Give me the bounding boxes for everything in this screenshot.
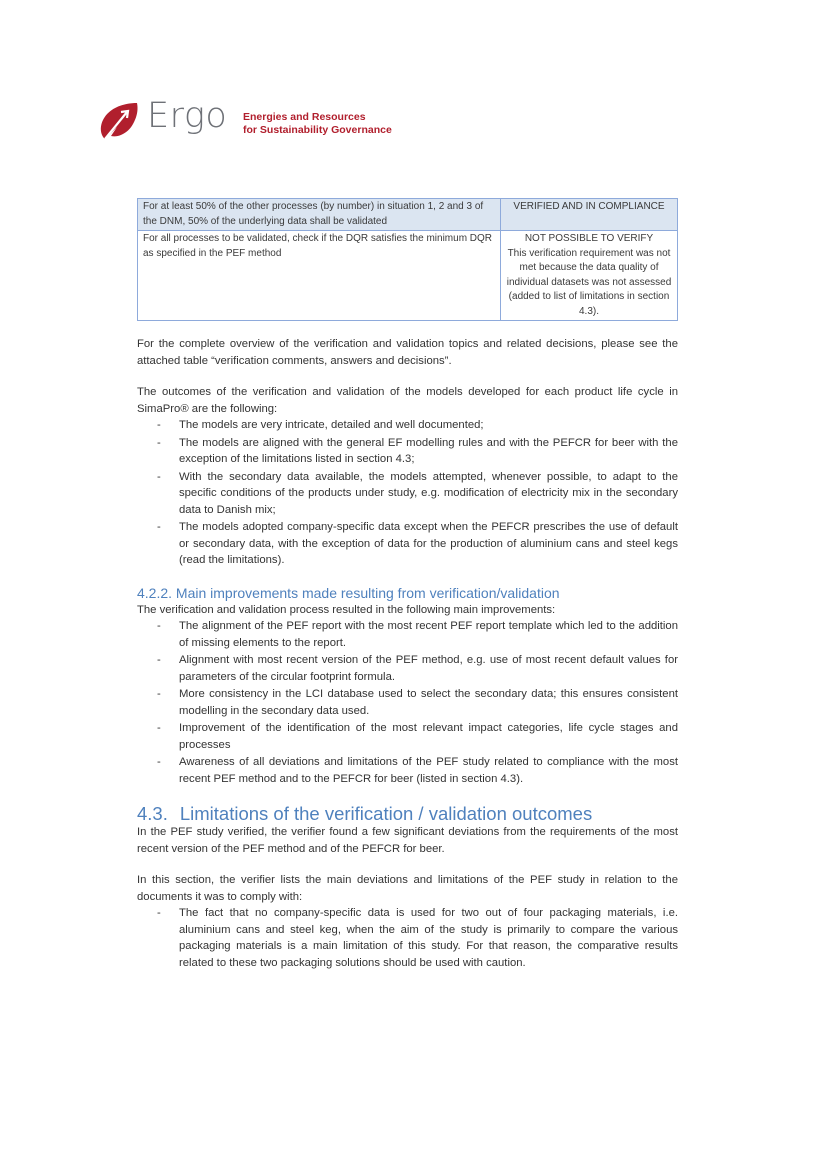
logo-wordmark: Ergo bbox=[147, 96, 228, 136]
list-item: - Alignment with most recent version of the PEF method, e.g. use of most recent default values for parameters of the circular footprint formula. bbox=[157, 654, 678, 683]
logo-tagline: Energies and Resources for Sustainability Governance bbox=[243, 111, 392, 136]
list-item: - With the secondary data available, the models attempted, whenever possible, to adapt to the specific conditions of the products under study, e.g. modification of electricity mix in the secondary data to Danish mix; bbox=[157, 470, 678, 516]
list-item: - The models are very intricate, detailed and well documented; bbox=[157, 419, 484, 431]
verification-table bbox=[137, 198, 678, 321]
section-heading-4-3: 4.3. Limitations of the verification / validation outcomes bbox=[137, 803, 593, 824]
table-cell-status bbox=[501, 231, 678, 321]
list-item: - The models adopted company-specific data except when the PEFCR prescribes the use of default or secondary data, with the exception of data for the production of aluminium cans and steel kegs (read the limitations). bbox=[157, 521, 678, 566]
section-heading-4-2-2: 4.2.2. Main improvements made resulting from verification/validation bbox=[137, 584, 560, 601]
table-row bbox=[138, 231, 678, 321]
list-item: - The alignment of the PEF report with the most recent PEF report template which led to the addition of missing elements to the report. bbox=[157, 620, 678, 649]
list-item: - Improvement of the identification of the most relevant impact categories, life cycle stages and processes bbox=[157, 722, 678, 751]
limitations-paragraph-2: In this section, the verifier lists the main deviations and limitations of the PEF study in relation to the documents it was to comply with: bbox=[137, 874, 678, 903]
limitations-list bbox=[137, 905, 678, 971]
list-item: - Awareness of all deviations and limitations of the PEF study related to compliance with the most recent PEF method and to the PEFCR for beer (listed in section 4.3). bbox=[157, 756, 678, 785]
table-row bbox=[138, 199, 678, 231]
table-cell-status: VERIFIED AND IN COMPLIANCE bbox=[501, 199, 678, 231]
table-cell-requirement: For at least 50% of the other processes (by number) in situation 1, 2 and 3 of the DNM, 50% of the underlying data shall be validated bbox=[138, 199, 501, 231]
improvements-list bbox=[137, 618, 678, 787]
status-note: This verification requirement was not met because the data quality of individual datasets was not assessed (added to list of limitations in section 4.3). bbox=[506, 247, 672, 317]
list-item: - More consistency in the LCI database used to select the secondary data; this ensures consistent modelling in the secondary data used. bbox=[157, 688, 678, 717]
leaf-arrow-logo-icon bbox=[97, 100, 141, 144]
outcomes-list bbox=[137, 417, 678, 569]
list-item: - The models are aligned with the general EF modelling rules and with the PEFCR for beer with the exception of the limitations listed in section 4.3; bbox=[157, 436, 678, 465]
outcomes-intro: The outcomes of the verification and validation of the models developed for each product life cycle in SimaPro® are the following: bbox=[137, 386, 678, 415]
document-body bbox=[137, 198, 678, 972]
overview-paragraph: For the complete overview of the verification and validation topics and related decisions, please see the attached table “verification comments, answers and decisions”. bbox=[137, 338, 678, 367]
status-label: NOT POSSIBLE TO VERIFY bbox=[524, 233, 654, 244]
improvements-intro: The verification and validation process resulted in the following main improvements: bbox=[137, 603, 556, 616]
limitations-paragraph-1: In the PEF study verified, the verifier found a few significant deviations from the requirements of the most recent version of the PEF method and of the PEFCR for beer. bbox=[137, 826, 678, 855]
list-item: - The fact that no company-specific data is used for two out of four packaging materials, i.e. aluminium cans and steel keg, when the aim of the study is primarily to compare the various packaging materials is a main limitation of this study. For that reason, the comparative results related to these two packaging solutions should be used with caution. bbox=[157, 907, 678, 969]
table-cell-requirement: For all processes to be validated, check if the DQR satisfies the minimum DQR as specified in the PEF method bbox=[138, 231, 501, 321]
